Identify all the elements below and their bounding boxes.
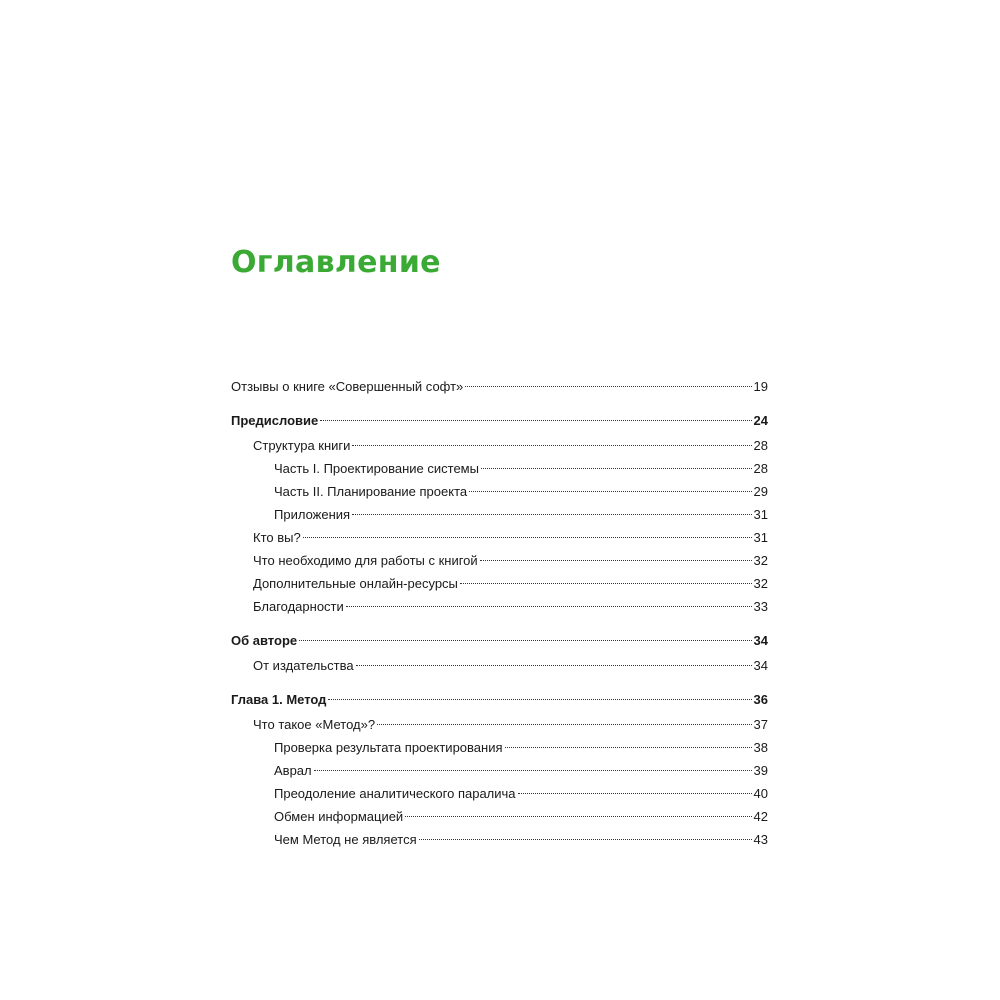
table-of-contents: [231, 374, 768, 850]
toc-entry-label: Чем Метод не является: [274, 832, 417, 847]
toc-entry-label: Об авторе: [231, 633, 298, 648]
toc-entry-label: Приложения: [274, 507, 351, 522]
dot-leader: [481, 452, 752, 469]
toc-entry-label: Благодарности: [253, 599, 344, 614]
toc-entry[interactable]: [231, 594, 768, 617]
toc-entry-page-number: 33: [753, 599, 768, 614]
dot-leader: [314, 754, 752, 771]
toc-entry-label: Кто вы?: [253, 530, 301, 545]
dot-leader: [518, 777, 752, 794]
dot-leader: [469, 475, 751, 492]
toc-entry-label: Аврал: [274, 763, 312, 778]
toc-entry-label: Что необходимо для работы с книгой: [253, 553, 478, 568]
toc-entry-label: Часть I. Проектирование системы: [274, 461, 479, 476]
toc-entry-page-number: 24: [753, 413, 768, 428]
toc-entry-page-number: 38: [753, 740, 768, 755]
toc-entry-page-number: 43: [753, 832, 768, 847]
toc-entry[interactable]: [231, 827, 768, 850]
toc-entry-page-number: 32: [753, 576, 768, 591]
dot-leader: [352, 498, 751, 515]
dot-leader: [299, 624, 751, 641]
toc-entry-page-number: 29: [753, 484, 768, 499]
toc-entry-page-number: 28: [753, 438, 768, 453]
dot-leader: [465, 370, 751, 387]
toc-entry-page-number: 36: [753, 692, 768, 707]
dot-leader: [460, 567, 752, 584]
toc-entry-label: Отзывы о книге «Совершенный софт»: [231, 379, 464, 394]
toc-entry-page-number: 42: [753, 809, 768, 824]
toc-entry-page-number: 34: [753, 658, 768, 673]
toc-entry-label: Структура книги: [253, 438, 351, 453]
toc-entry[interactable]: [231, 374, 768, 397]
dot-leader: [320, 404, 751, 421]
toc-entry-label: Преодоление аналитического паралича: [274, 786, 516, 801]
toc-entry[interactable]: [231, 653, 768, 676]
dot-leader: [356, 649, 752, 666]
dot-leader: [328, 683, 751, 700]
page-title: Оглавление: [231, 245, 441, 280]
dot-leader: [352, 429, 751, 446]
toc-entry-page-number: 32: [753, 553, 768, 568]
dot-leader: [346, 590, 752, 607]
dot-leader: [405, 800, 751, 817]
dot-leader: [303, 521, 752, 538]
toc-entry-page-number: 34: [753, 633, 768, 648]
toc-entry-label: Часть II. Планирование проекта: [274, 484, 468, 499]
toc-entry-label: Проверка результата проектирования: [274, 740, 503, 755]
toc-entry-label: Предисловие: [231, 413, 319, 428]
toc-entry-label: Дополнительные онлайн-ресурсы: [253, 576, 458, 591]
toc-entry-page-number: 31: [753, 530, 768, 545]
toc-entry-label: Глава 1. Метод: [231, 692, 327, 707]
toc-entry-page-number: 39: [753, 763, 768, 778]
toc-entry-page-number: 31: [753, 507, 768, 522]
toc-entry-page-number: 19: [753, 379, 768, 394]
toc-entry-page-number: 28: [753, 461, 768, 476]
dot-leader: [505, 731, 752, 748]
dot-leader: [480, 544, 752, 561]
dot-leader: [419, 823, 752, 840]
dot-leader: [377, 708, 751, 725]
toc-entry-page-number: 40: [753, 786, 768, 801]
toc-entry-label: От издательства: [253, 658, 354, 673]
toc-entry-page-number: 37: [753, 717, 768, 732]
toc-entry-label: Обмен информацией: [274, 809, 404, 824]
toc-entry-label: Что такое «Метод»?: [253, 717, 376, 732]
